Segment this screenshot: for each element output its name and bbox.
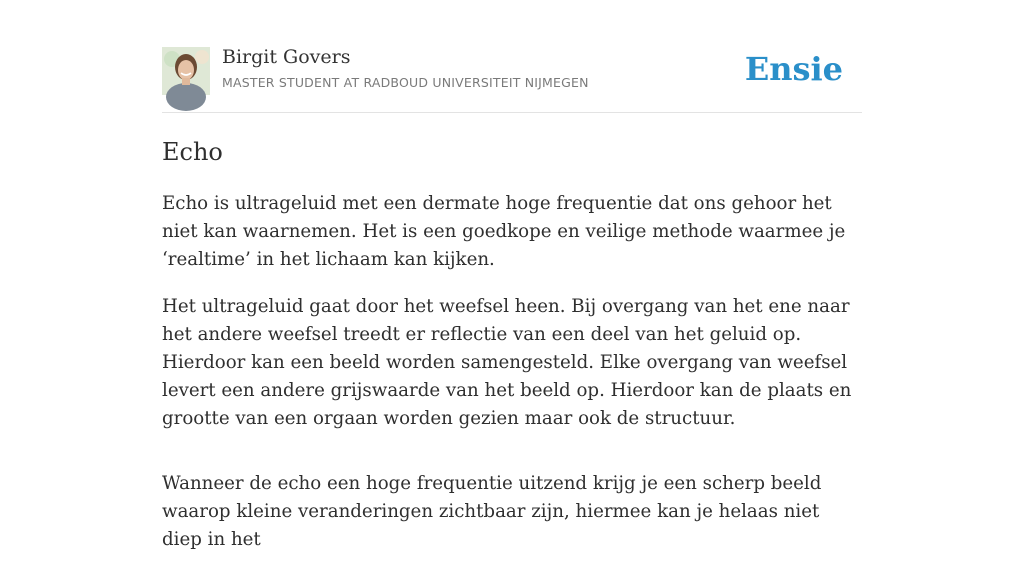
- article-paragraph: Echo is ultrageluid met een dermate hoge frequentie dat ons gehoor het niet kan waarnemen. Het is een goedkope en veilige methode waarmee je ‘realtime’ in het lichaam kan kijken.: [162, 193, 846, 270]
- article-paragraph: Wanneer de echo een hoge frequentie uitzend krijg je een scherp beeld waarop kleine veranderingen zichtbaar zijn, hiermee kan je helaas niet diep in het: [162, 473, 822, 550]
- author-name[interactable]: Birgit Govers: [222, 46, 351, 68]
- article-title: Echo: [162, 138, 223, 166]
- ensie-logo[interactable]: Ensie: [744, 50, 843, 88]
- article-page: [162, 0, 862, 550]
- article-body: [162, 190, 862, 573]
- avatar-portrait-icon: [162, 47, 210, 95]
- author-role: MASTER STUDENT AT RADBOUD UNIVERSITEIT NIJMEGEN: [222, 75, 589, 90]
- author-avatar[interactable]: [162, 47, 210, 95]
- article-paragraph: Het ultrageluid gaat door het weefsel heen. Bij overgang van het ene naar het andere weefsel treedt er reflectie van een deel van het geluid op. Hierdoor kan een beeld worden samengesteld. Elke overgang van weefsel levert een andere grijswaarde van het beeld op. Hierdoor kan de plaats en grootte van een orgaan worden gezien maar ook de structuur.: [162, 296, 852, 429]
- article-header: [162, 0, 862, 113]
